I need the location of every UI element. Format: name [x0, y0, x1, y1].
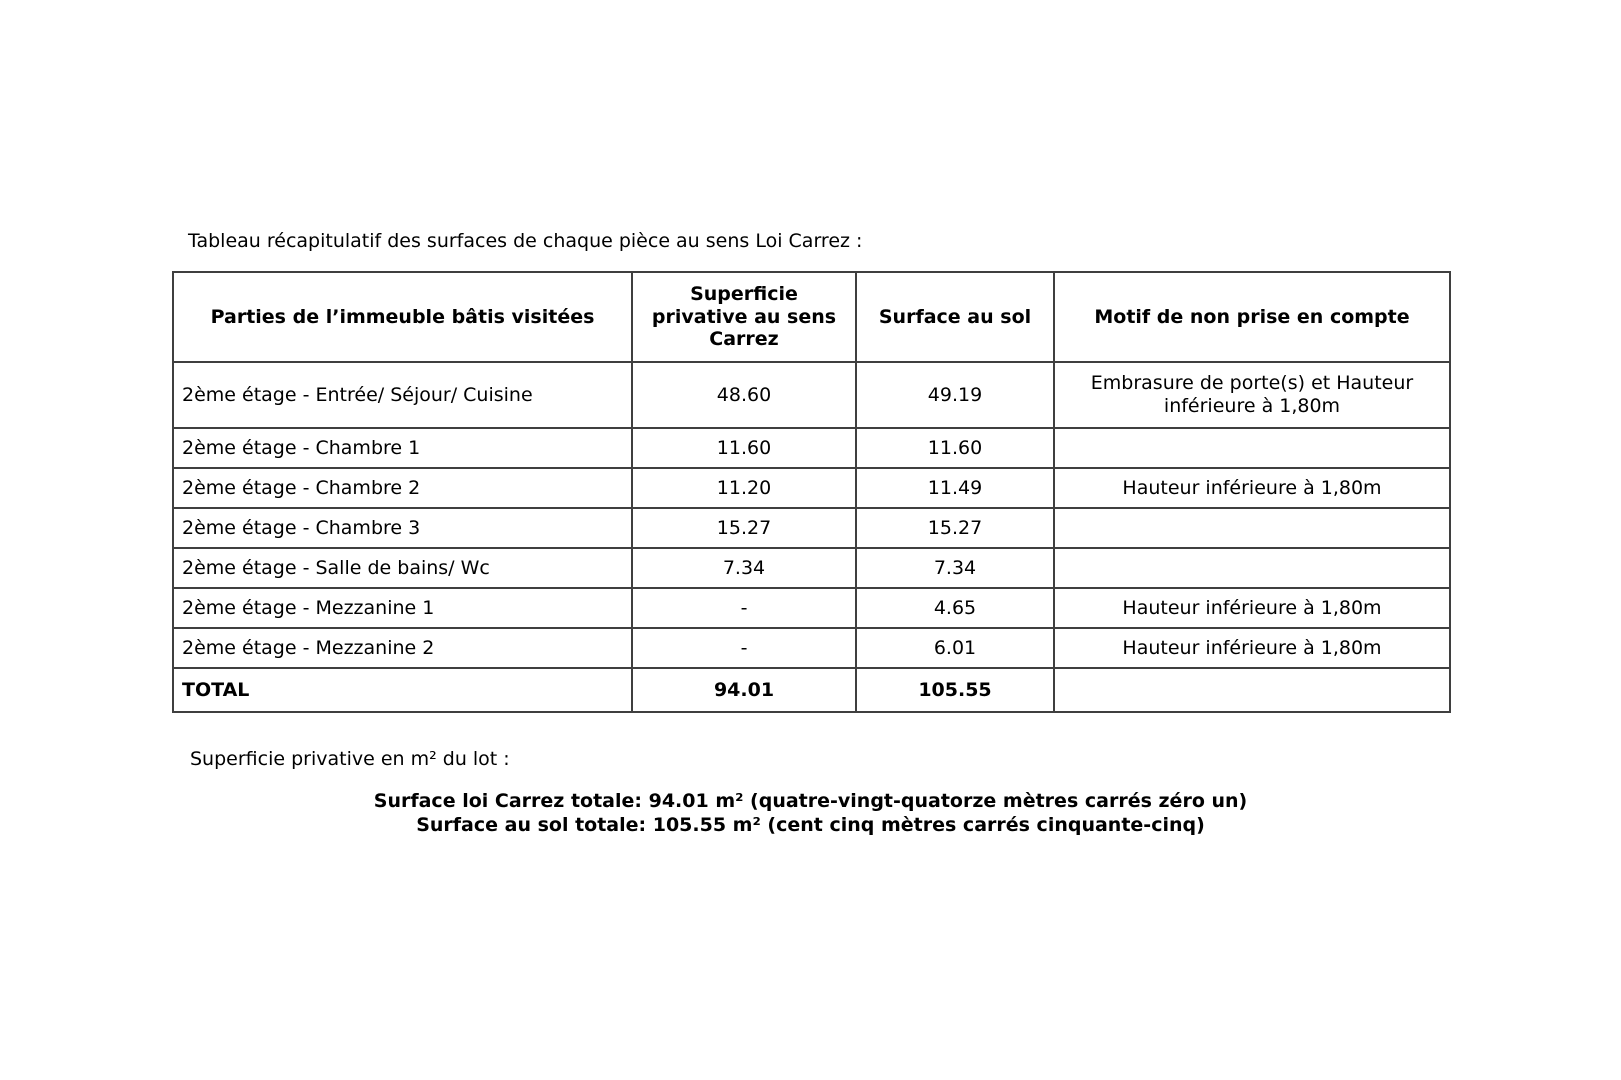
cell-sol: 15.27: [856, 508, 1054, 548]
header-superficie-carrez: Superficie privative au sens Carrez: [632, 272, 856, 362]
cell-carrez: 15.27: [632, 508, 856, 548]
cell-piece: 2ème étage - Mezzanine 2: [173, 628, 632, 668]
cell-motif: [1054, 548, 1450, 588]
cell-piece: 2ème étage - Chambre 2: [173, 468, 632, 508]
cell-motif: [1054, 508, 1450, 548]
table-row: [173, 588, 1450, 628]
totals-summary: [172, 789, 1449, 837]
cell-sol: 6.01: [856, 628, 1054, 668]
table-row: [173, 628, 1450, 668]
cell-sol: 4.65: [856, 588, 1054, 628]
cell-carrez: 11.20: [632, 468, 856, 508]
header-parties: Parties de l’immeuble bâtis visitées: [173, 272, 632, 362]
cell-piece: 2ème étage - Salle de bains/ Wc: [173, 548, 632, 588]
cell-sol: 11.49: [856, 468, 1054, 508]
cell-motif: Hauteur inférieure à 1,80m: [1054, 468, 1450, 508]
surfaces-table: [172, 271, 1451, 713]
cell-piece: 2ème étage - Entrée/ Séjour/ Cuisine: [173, 362, 632, 428]
page-title: Tableau récapitulatif des surfaces de chaque pièce au sens Loi Carrez :: [188, 230, 863, 252]
cell-motif: Embrasure de porte(s) et Hauteur inférieure à 1,80m: [1054, 362, 1450, 428]
cell-motif: Hauteur inférieure à 1,80m: [1054, 628, 1450, 668]
cell-carrez: 48.60: [632, 362, 856, 428]
cell-total-label: TOTAL: [173, 668, 632, 712]
cell-carrez: 11.60: [632, 428, 856, 468]
table-row: [173, 548, 1450, 588]
cell-sol: 7.34: [856, 548, 1054, 588]
cell-piece: 2ème étage - Mezzanine 1: [173, 588, 632, 628]
header-surface-sol: Surface au sol: [856, 272, 1054, 362]
cell-motif: Hauteur inférieure à 1,80m: [1054, 588, 1450, 628]
cell-motif: [1054, 428, 1450, 468]
cell-piece: 2ème étage - Chambre 3: [173, 508, 632, 548]
table-row-total: [173, 668, 1450, 712]
cell-total-motif: [1054, 668, 1450, 712]
carrez-total-line: Surface loi Carrez totale: 94.01 m² (quatre-vingt-quatorze mètres carrés zéro un): [373, 790, 1248, 812]
table-row: [173, 428, 1450, 468]
cell-carrez: -: [632, 588, 856, 628]
cell-piece: 2ème étage - Chambre 1: [173, 428, 632, 468]
table-row: [173, 468, 1450, 508]
sol-total-line: Surface au sol totale: 105.55 m² (cent cinq mètres carrés cinquante-cinq): [416, 814, 1205, 836]
header-motif: Motif de non prise en compte: [1054, 272, 1450, 362]
cell-carrez: -: [632, 628, 856, 668]
table-row: [173, 362, 1450, 428]
lot-surface-caption: Superficie privative en m² du lot :: [190, 748, 510, 770]
table-header-row: [173, 272, 1450, 362]
table-row: [173, 508, 1450, 548]
cell-total-sol: 105.55: [856, 668, 1054, 712]
cell-sol: 49.19: [856, 362, 1054, 428]
cell-carrez: 7.34: [632, 548, 856, 588]
cell-total-carrez: 94.01: [632, 668, 856, 712]
cell-sol: 11.60: [856, 428, 1054, 468]
